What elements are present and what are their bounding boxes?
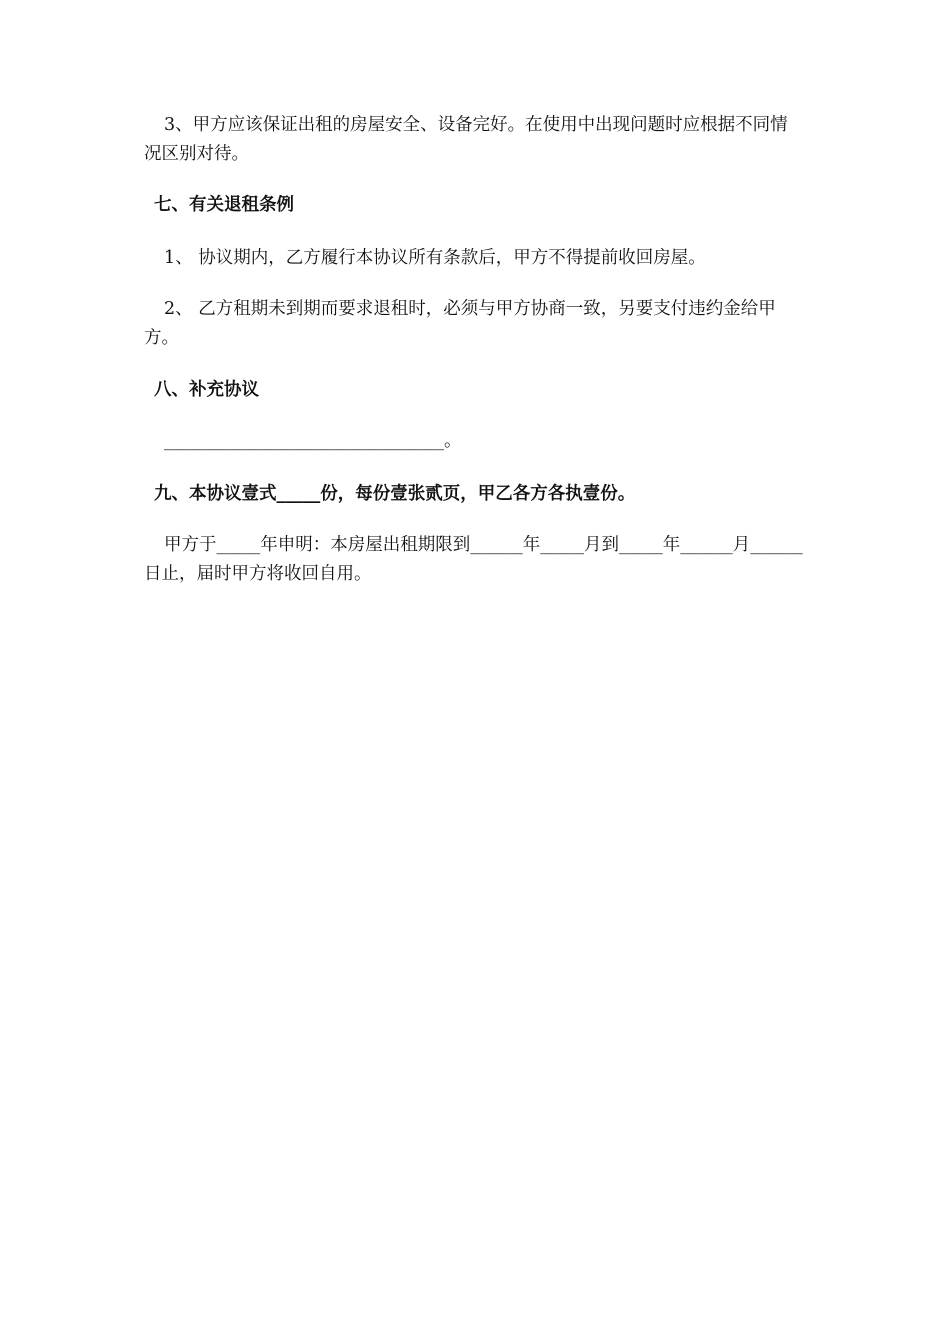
section-7-item-2: 2、 乙方租期未到期而要求退租时，必须与甲方协商一致，另要支付违约金给甲方。 [144, 299, 776, 348]
clause-3: 3、甲方应该保证出租的房屋安全、设备完好。在使用中出现问题时应根据不同情况区别对待。 [144, 115, 788, 164]
section-7-heading: 七、有关退租条例 [154, 195, 294, 215]
supplementary-blank-line: ________________________________。 [164, 431, 462, 451]
section-7-item-1: 1、 协议期内，乙方履行本协议所有条款后，甲方不得提前收回房屋。 [164, 248, 706, 268]
section-9-heading: 九、本协议壹式_____份，每份壹张贰页，甲乙各方各执壹份。 [154, 484, 636, 504]
document-body [144, 111, 804, 589]
lessor-declaration: 甲方于_____年申明：本房屋出租期限到______年_____月到_____年______月______日止，届时甲方将收回自用。 [144, 535, 803, 584]
section-8-heading: 八、补充协议 [154, 380, 259, 400]
